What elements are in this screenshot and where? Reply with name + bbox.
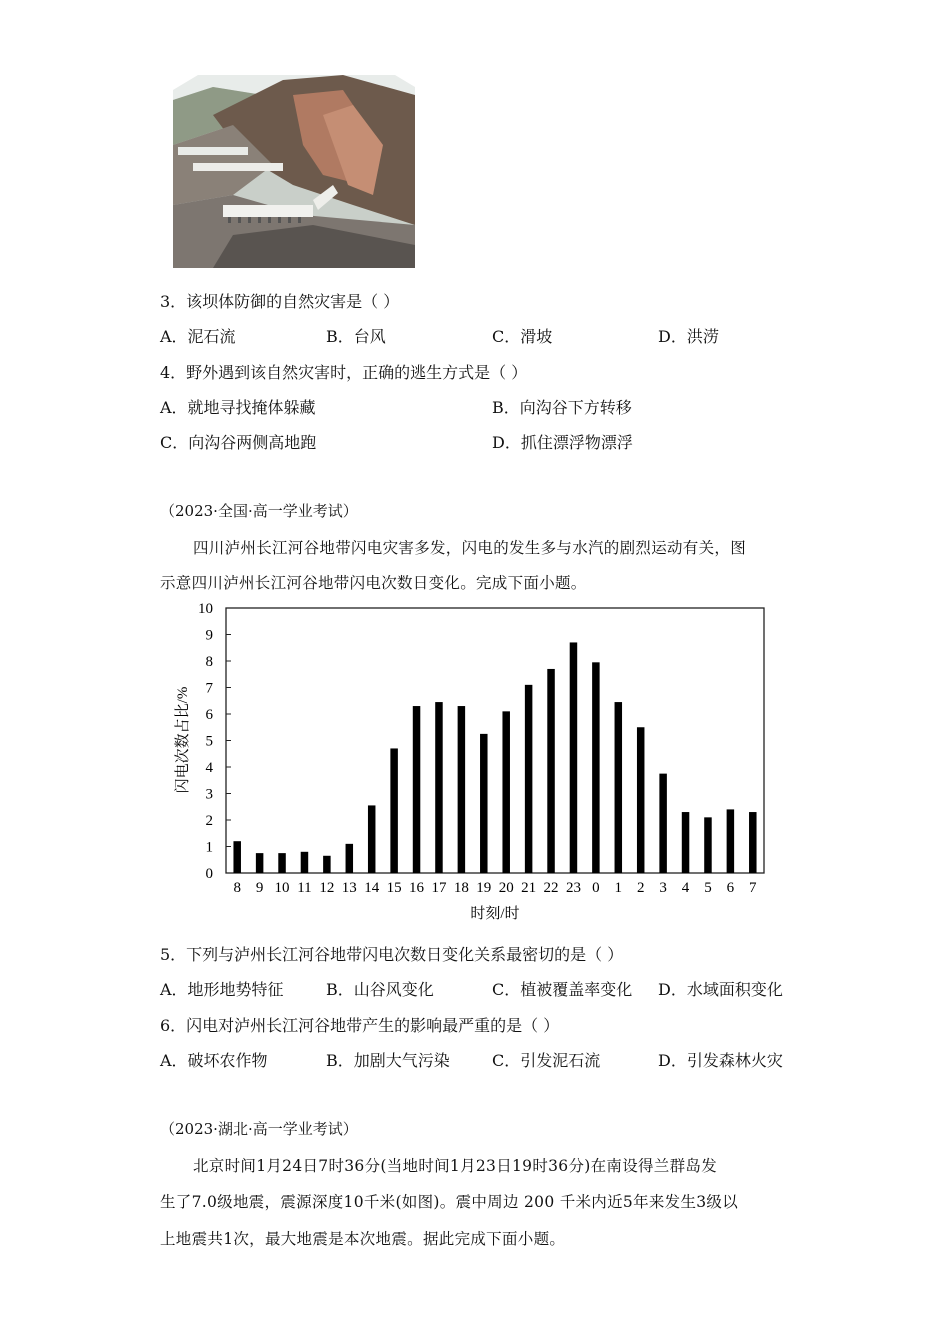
x-tick-label: 14 — [364, 880, 380, 896]
bar-7 — [749, 812, 757, 873]
set3-source: （2023·湖北·高一学业考试） — [160, 1120, 358, 1138]
set3-intro-line2: 生了7.0级地震，震源深度10千米(如图)。震中周边 200 千米内近5年来发生3级以 — [160, 1193, 739, 1211]
x-tick-label: 12 — [319, 880, 335, 896]
y-tick-label: 4 — [205, 760, 213, 776]
bar-16 — [413, 706, 421, 873]
q3-option-d: D．洪涝 — [658, 327, 719, 346]
bar-23 — [570, 642, 578, 873]
set2-intro-line2: 示意四川泸州长江河谷地带闪电次数日变化。完成下面小题。 — [160, 574, 587, 592]
q5-stem: 5．下列与泸州长江河谷地带闪电次数日变化关系最密切的是（ ） — [160, 945, 624, 964]
bar-10 — [278, 853, 286, 873]
q4-option-d: D．抓住漂浮物漂浮 — [492, 433, 633, 452]
x-tick-label: 13 — [341, 880, 357, 896]
set2-intro-line1: 四川泸州长江河谷地带闪电灾害多发，闪电的发生多与水汽的剧烈运动有关，图 — [193, 539, 747, 557]
x-tick-label: 20 — [498, 880, 514, 896]
q6-option-b: B．加剧大气污染 — [326, 1051, 450, 1070]
y-tick-label: 1 — [205, 839, 213, 856]
bar-5 — [704, 817, 712, 873]
bar-3 — [659, 774, 667, 873]
bar-9 — [256, 853, 264, 873]
q6-option-a: A．破坏农作物 — [160, 1051, 268, 1070]
dam-landslide-photo — [173, 75, 415, 268]
lightning-bar-chart — [165, 596, 785, 928]
bar-13 — [346, 844, 354, 873]
q6-option-c: C．引发泥石流 — [492, 1051, 601, 1070]
q5-option-b: B．山谷风变化 — [326, 980, 434, 999]
q4-option-c: C．向沟谷两侧高地跑 — [160, 433, 317, 452]
bar-11 — [301, 852, 309, 873]
y-tick-label: 9 — [205, 627, 213, 644]
x-tick-label: 5 — [704, 880, 712, 896]
set3-intro-line1: 北京时间1月24日7时36分(当地时间1月23日19时36分)在南设得兰群岛发 — [193, 1157, 717, 1175]
x-tick-label: 19 — [476, 880, 492, 896]
x-tick-label: 23 — [565, 880, 581, 896]
y-tick-label: 6 — [205, 707, 213, 723]
q5-option-c: C．植被覆盖率变化 — [492, 980, 633, 999]
bar-19 — [480, 734, 488, 873]
q3-option-b: B．台风 — [326, 327, 386, 346]
x-tick-label: 9 — [255, 880, 264, 896]
x-tick-label: 8 — [233, 880, 241, 896]
y-tick-label: 3 — [205, 786, 213, 803]
x-tick-label: 18 — [453, 880, 469, 896]
bar-21 — [525, 685, 533, 873]
x-tick-label: 3 — [659, 880, 667, 896]
x-tick-label: 1 — [614, 880, 623, 896]
x-tick-label: 16 — [409, 880, 425, 896]
bar-6 — [727, 809, 735, 873]
x-axis-label: 时刻/时 — [470, 906, 520, 922]
x-tick-label: 17 — [431, 880, 447, 896]
bar-12 — [323, 856, 331, 873]
y-tick-label: 5 — [205, 733, 213, 750]
bar-0 — [592, 662, 600, 873]
bar-15 — [390, 748, 398, 873]
x-tick-label: 22 — [543, 880, 559, 896]
q4-stem: 4．野外遇到该自然灾害时，正确的逃生方式是（ ） — [160, 363, 528, 382]
q4-option-b: B．向沟谷下方转移 — [492, 398, 632, 417]
bar-8 — [233, 841, 241, 873]
q5-option-d: D．水域面积变化 — [658, 980, 783, 999]
bar-4 — [682, 812, 690, 873]
x-tick-label: 11 — [297, 880, 312, 896]
q3-option-a: A．泥石流 — [160, 327, 236, 346]
y-axis-label: 闪电次数占比/% — [175, 686, 191, 794]
photo-illustration — [173, 75, 415, 268]
y-tick-label: 10 — [198, 601, 213, 617]
x-tick-label: 2 — [636, 880, 645, 896]
x-tick-label: 4 — [681, 880, 690, 896]
set2-source: （2023·全国·高一学业考试） — [160, 502, 358, 520]
bar-2 — [637, 727, 645, 873]
set3-intro-line3: 上地震共1次，最大地震是本次地震。据此完成下面小题。 — [160, 1230, 566, 1248]
bar-17 — [435, 702, 443, 873]
y-tick-label: 0 — [205, 866, 213, 882]
q3-option-c: C．滑坡 — [492, 327, 553, 346]
q6-option-d: D．引发森林火灾 — [658, 1051, 783, 1070]
x-tick-label: 15 — [386, 880, 402, 896]
x-tick-label: 10 — [274, 880, 290, 896]
y-tick-label: 8 — [205, 654, 213, 670]
q3-stem: 3．该坝体防御的自然灾害是（ ） — [160, 292, 400, 311]
bar-14 — [368, 805, 376, 873]
q4-option-a: A．就地寻找掩体躲藏 — [160, 398, 316, 417]
q6-stem: 6．闪电对泸州长江河谷地带产生的影响最严重的是（ ） — [160, 1016, 560, 1035]
y-tick-label: 7 — [205, 680, 213, 697]
x-tick-label: 0 — [592, 880, 600, 896]
bar-20 — [502, 711, 510, 873]
x-tick-label: 7 — [749, 880, 757, 896]
x-tick-label: 6 — [726, 880, 735, 896]
bar-18 — [458, 706, 466, 873]
q5-option-a: A．地形地势特征 — [160, 980, 284, 999]
x-tick-label: 21 — [521, 880, 537, 896]
y-tick-label: 2 — [205, 813, 213, 829]
bar-22 — [547, 669, 555, 873]
bar-1 — [615, 702, 623, 873]
